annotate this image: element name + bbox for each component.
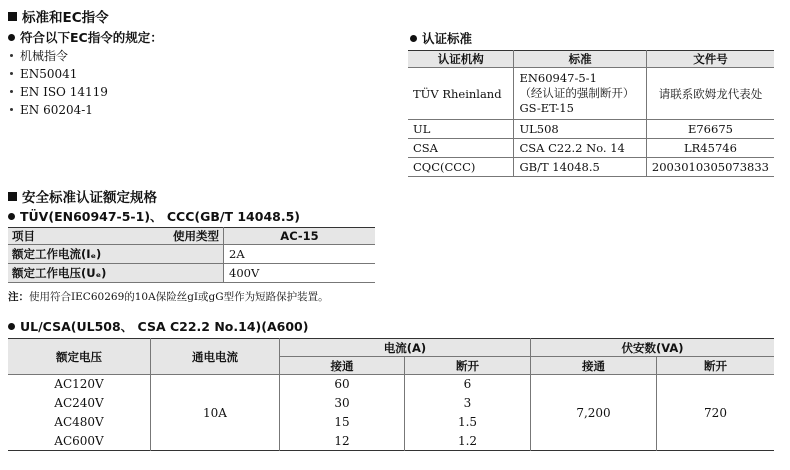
cell-file-no: 请联系欧姆龙代表处: [646, 68, 774, 120]
circle-bullet-icon: [8, 213, 15, 220]
list-item: 机械指令: [6, 47, 108, 65]
table-header-row: [408, 51, 774, 68]
ec-subheading: [8, 28, 163, 46]
header-break: 断开: [405, 357, 531, 375]
table-row: [408, 68, 774, 120]
header-va-break: 断开: [657, 357, 775, 375]
header-volt-amperes: 伏安数(VA): [531, 339, 775, 357]
list-item: EN 60204-1: [6, 101, 108, 119]
header-ac15: AC-15: [224, 228, 376, 245]
cell-va-break: 720: [657, 375, 775, 451]
header-item-type: 项目 使用类型: [8, 228, 224, 245]
circle-bullet-icon: [410, 35, 417, 42]
square-bullet-icon: [8, 12, 17, 21]
cell-va-make: 7,200: [531, 375, 657, 451]
header-file-no: 文件号: [646, 51, 774, 68]
ul-csa-table: [8, 338, 774, 451]
header-va-make: 接通: [531, 357, 657, 375]
ec-directive-list: [6, 47, 108, 119]
header-org: 认证机构: [408, 51, 514, 68]
header-current: 通电电流: [151, 339, 280, 375]
header-standard: 标准: [514, 51, 646, 68]
table-row: AC600V 12 1.2: [8, 432, 774, 451]
ratings-title: 安全标准认证额定规格: [22, 190, 157, 206]
circle-bullet-icon: [8, 34, 15, 41]
table-header-row: [8, 339, 774, 357]
table-row: UL UL508 E76675: [408, 120, 774, 139]
ratings-table: [8, 227, 375, 283]
list-item: EN50041: [6, 65, 108, 83]
certification-heading: [410, 29, 472, 47]
cell-standard: EN60947-5-1 （经认证的强制断开） GS-ET-15: [514, 68, 646, 120]
header-amperes: 电流(A): [280, 339, 531, 357]
certification-table: [408, 50, 774, 177]
standards-title: 标准和EC指令: [22, 10, 109, 26]
standards-heading: [8, 6, 109, 26]
cell-continuous-current: 10A: [151, 375, 280, 451]
list-item: EN ISO 14119: [6, 83, 108, 101]
ul-csa-title: UL/CSA(UL508、 CSA C22.2 No.14)(A600): [20, 319, 309, 334]
table-row: AC120V 10A 60 6 7,200 720: [8, 375, 774, 394]
header-voltage: 额定电压: [8, 339, 151, 375]
table-row: 额定工作电压(Uₑ) 400V: [8, 264, 375, 283]
table-row: AC480V 15 1.5: [8, 413, 774, 432]
ratings-heading: [8, 186, 157, 206]
table-row: AC240V 30 3: [8, 394, 774, 413]
table-row: 额定工作电流(Iₑ) 2A: [8, 245, 375, 264]
tuv-ccc-title: TÜV(EN60947-5-1)、 CCC(GB/T 14048.5): [20, 209, 300, 224]
ec-subtitle: 符合以下EC指令的规定：: [20, 30, 163, 45]
table-header-row: [8, 228, 375, 245]
ul-csa-heading: [8, 317, 308, 335]
square-bullet-icon: [8, 192, 17, 201]
header-make: 接通: [280, 357, 405, 375]
table-row: CQC(CCC) GB/T 14048.5 2003010305073833: [408, 158, 774, 177]
ratings-note: 注：使用符合IEC60269的10A保险丝gI或gG型作为短路保护装置。: [8, 291, 329, 303]
table-row: CSA CSA C22.2 No. 14 LR45746: [408, 139, 774, 158]
cell-org: TÜV Rheinland: [408, 68, 514, 120]
tuv-ccc-subheading: [8, 207, 300, 225]
circle-bullet-icon: [8, 323, 15, 330]
certification-title: 认证标准: [422, 31, 473, 46]
